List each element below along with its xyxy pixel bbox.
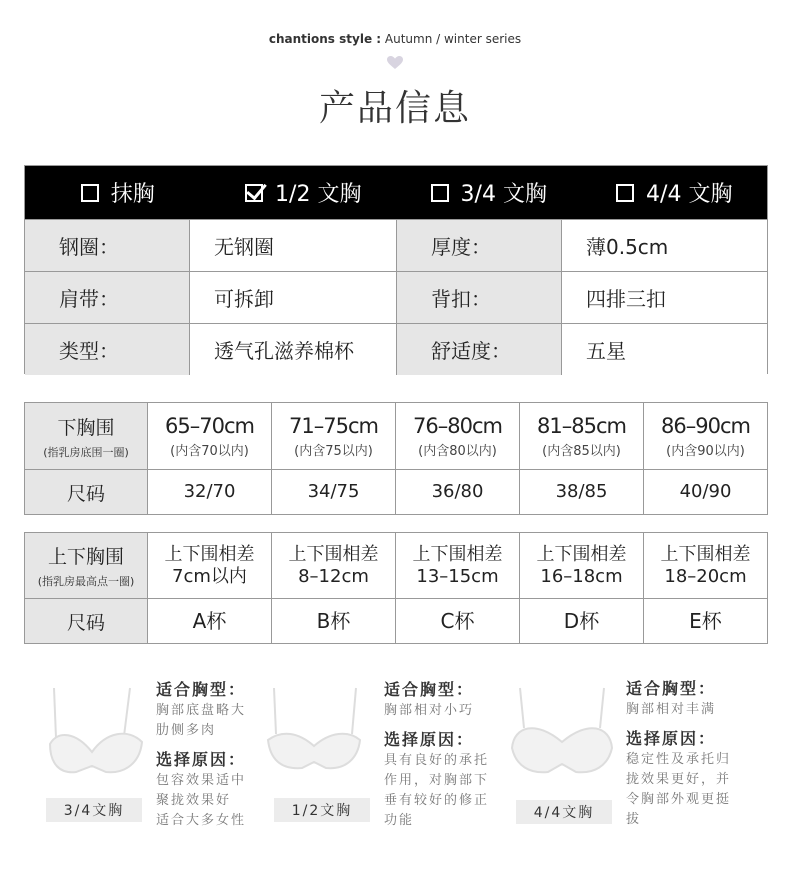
diff-line: 上下围相差 bbox=[536, 543, 627, 565]
table-cell bbox=[272, 470, 396, 514]
diff-line: 上下围相差 bbox=[164, 543, 255, 565]
row-header bbox=[25, 599, 148, 643]
spec-row bbox=[25, 271, 767, 323]
bra-caption: 1/2文胸 bbox=[274, 798, 370, 822]
diff-line: 上下围相差 bbox=[288, 543, 379, 565]
band-size-table bbox=[24, 402, 768, 515]
table-row bbox=[25, 469, 767, 514]
fit-title: 适合胸型： bbox=[156, 680, 247, 699]
spec-label: 钢圈： bbox=[25, 220, 190, 271]
table-cell bbox=[148, 533, 272, 598]
page-title: 产品信息 bbox=[318, 88, 471, 129]
table-cell bbox=[148, 403, 272, 469]
range-main: 76–80cm bbox=[413, 413, 502, 438]
size-label: 尺码 bbox=[66, 611, 105, 634]
checkbox-icon bbox=[431, 184, 449, 202]
row-header bbox=[25, 533, 148, 598]
cup-value: C杯 bbox=[440, 609, 475, 633]
spec-value: 透气孔滋养棉杯 bbox=[190, 324, 397, 375]
cup-value: E杯 bbox=[689, 609, 722, 633]
style-label: 1/2 文胸 bbox=[275, 182, 362, 207]
reason-line: 适合大多女性 bbox=[156, 813, 247, 828]
fit-title: 适合胸型： bbox=[626, 679, 717, 698]
row-header bbox=[25, 403, 148, 469]
reason-line: 令胸部外观更挺 bbox=[626, 792, 732, 807]
style-option-half bbox=[211, 166, 397, 219]
header-sub: (指乳房底围一圈) bbox=[43, 445, 129, 459]
table-cell bbox=[520, 599, 644, 643]
table-cell bbox=[644, 403, 767, 469]
spec-row bbox=[25, 219, 767, 271]
cup-value: A杯 bbox=[192, 609, 227, 633]
style-label: 4/4 文胸 bbox=[646, 182, 733, 207]
fit-line: 胸部底盘略大 bbox=[156, 703, 247, 718]
table-cell bbox=[272, 403, 396, 469]
fit-title: 适合胸型： bbox=[384, 680, 475, 699]
style-label: 抹胸 bbox=[110, 182, 155, 207]
row-header bbox=[25, 470, 148, 514]
bra-description bbox=[626, 678, 731, 830]
checkbox-icon bbox=[81, 184, 99, 202]
checkbox-icon bbox=[616, 184, 634, 202]
range-main: 81–85cm bbox=[537, 413, 626, 438]
spec-value: 可拆卸 bbox=[190, 272, 397, 323]
spec-value: 五星 bbox=[562, 324, 767, 375]
spec-label: 舒适度： bbox=[397, 324, 562, 375]
spec-value: 薄0.5cm bbox=[562, 220, 767, 271]
style-label: 3/4 文胸 bbox=[460, 182, 547, 207]
diff-line: 16–18cm bbox=[540, 565, 623, 587]
spec-row bbox=[25, 323, 767, 375]
style-option-strapless bbox=[25, 166, 211, 219]
spec-label: 类型： bbox=[25, 324, 190, 375]
range-sub: (内含85以内) bbox=[542, 443, 621, 459]
style-options bbox=[25, 166, 767, 219]
reason-title: 选择原因： bbox=[156, 750, 247, 769]
diff-line: 上下围相差 bbox=[412, 543, 503, 565]
reason-line: 拢效果更好，并 bbox=[626, 772, 732, 787]
spec-table bbox=[24, 165, 768, 374]
range-sub: (内含80以内) bbox=[418, 443, 497, 459]
spec-label: 背扣： bbox=[397, 272, 562, 323]
diff-line: 上下围相差 bbox=[660, 543, 751, 565]
reason-line: 拔 bbox=[626, 812, 642, 827]
cup-size-table bbox=[24, 532, 768, 644]
fit-line: 胸部相对小巧 bbox=[384, 703, 475, 718]
heart-icon bbox=[387, 56, 403, 70]
diff-line: 13–15cm bbox=[416, 565, 499, 587]
spec-value: 无钢圈 bbox=[190, 220, 397, 271]
table-cell bbox=[644, 470, 767, 514]
style-option-three-quarter bbox=[396, 166, 582, 219]
spec-label: 厚度： bbox=[397, 220, 562, 271]
table-cell bbox=[520, 403, 644, 469]
range-main: 65–70cm bbox=[165, 413, 254, 438]
range-sub: (内含70以内) bbox=[170, 443, 249, 459]
header-sub: (指乳房最高点一圈) bbox=[37, 575, 135, 588]
reason-line: 稳定性及承托归 bbox=[626, 752, 732, 767]
table-cell bbox=[148, 470, 272, 514]
table-cell bbox=[148, 599, 272, 643]
reason-title: 选择原因： bbox=[384, 730, 475, 749]
bra-description bbox=[384, 679, 489, 831]
table-cell bbox=[272, 533, 396, 598]
range-main: 86–90cm bbox=[661, 413, 750, 438]
checkbox-checked-icon bbox=[245, 184, 263, 202]
cup-value: D杯 bbox=[563, 609, 600, 633]
series-name: Autumn / winter series bbox=[384, 32, 522, 46]
brand-line bbox=[0, 32, 790, 46]
brand-name: chantions style : bbox=[268, 32, 382, 46]
table-row bbox=[25, 403, 767, 469]
size-value: 38/85 bbox=[555, 481, 608, 502]
spec-value: 四排三扣 bbox=[562, 272, 767, 323]
reason-title: 选择原因： bbox=[626, 729, 717, 748]
cup-value: B杯 bbox=[316, 609, 351, 633]
size-label: 尺码 bbox=[66, 482, 105, 505]
header-label: 下胸围 bbox=[57, 416, 115, 439]
bra-half-illustration bbox=[264, 686, 364, 778]
table-cell bbox=[520, 533, 644, 598]
reason-line: 作用，对胸部下 bbox=[384, 773, 490, 788]
bra-caption: 3/4文胸 bbox=[46, 798, 142, 822]
size-value: 36/80 bbox=[431, 481, 484, 502]
fit-line: 胸部相对丰满 bbox=[626, 702, 717, 717]
bra-description bbox=[156, 679, 246, 831]
fit-line: 肋侧多肉 bbox=[156, 723, 217, 738]
reason-line: 功能 bbox=[384, 813, 415, 828]
range-main: 71–75cm bbox=[289, 413, 378, 438]
bra-caption: 4/4文胸 bbox=[516, 800, 612, 824]
diff-line: 8–12cm bbox=[298, 565, 369, 587]
table-row bbox=[25, 533, 767, 598]
size-value: 40/90 bbox=[679, 481, 732, 502]
reason-line: 具有良好的承托 bbox=[384, 753, 490, 768]
table-cell bbox=[396, 403, 520, 469]
reason-line: 垂有较好的修正 bbox=[384, 793, 490, 808]
table-cell bbox=[396, 533, 520, 598]
size-value: 34/75 bbox=[307, 481, 360, 502]
table-cell bbox=[396, 599, 520, 643]
table-cell bbox=[272, 599, 396, 643]
table-cell bbox=[396, 470, 520, 514]
spec-label: 肩带： bbox=[25, 272, 190, 323]
table-cell bbox=[644, 533, 767, 598]
style-option-full bbox=[582, 166, 768, 219]
reason-line: 包容效果适中 bbox=[156, 773, 247, 788]
range-sub: (内含90以内) bbox=[666, 443, 745, 459]
range-sub: (内含75以内) bbox=[294, 443, 373, 459]
size-value: 32/70 bbox=[183, 481, 236, 502]
table-cell bbox=[520, 470, 644, 514]
bra-three-quarter-illustration bbox=[46, 686, 146, 778]
diff-line: 7cm以内 bbox=[172, 565, 247, 587]
table-row bbox=[25, 598, 767, 643]
reason-line: 聚拢效果好 bbox=[156, 793, 232, 808]
table-cell bbox=[644, 599, 767, 643]
header-label: 上下胸围 bbox=[47, 546, 124, 568]
diff-line: 18–20cm bbox=[664, 565, 747, 587]
bra-full-illustration bbox=[508, 686, 616, 778]
